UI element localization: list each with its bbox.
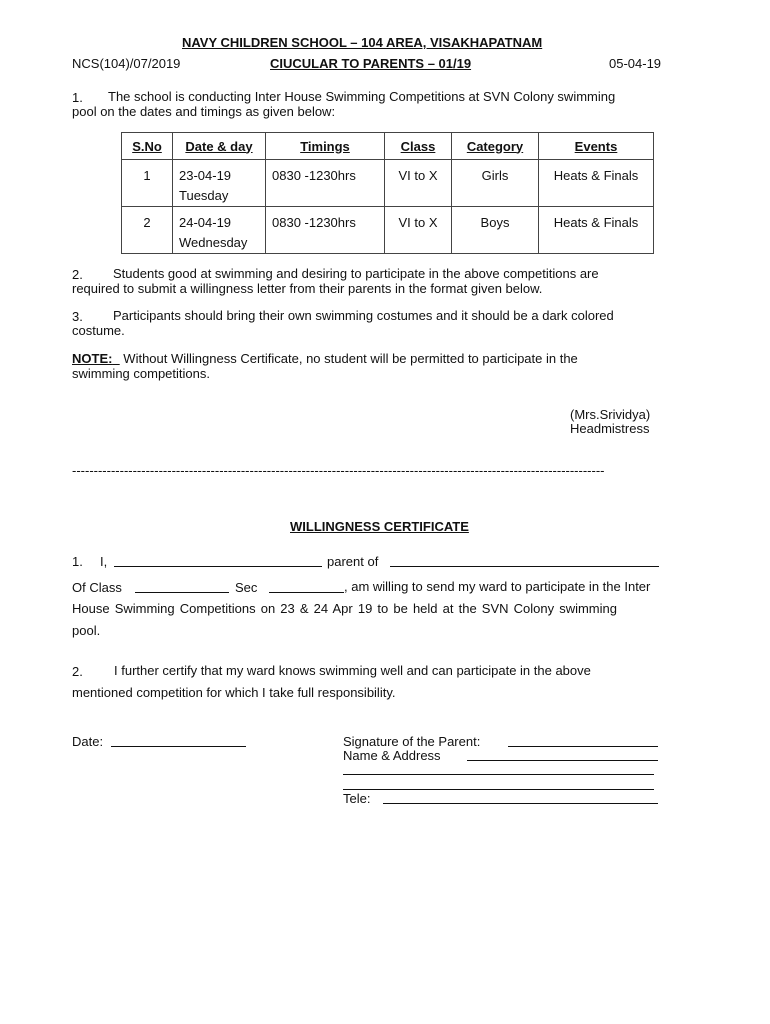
header-sno: S.No bbox=[122, 133, 173, 160]
cert-1-number: 1. bbox=[72, 554, 83, 569]
cell-timings: 0830 -1230hrs bbox=[266, 160, 385, 207]
point-3-number: 3. bbox=[72, 309, 83, 324]
note bbox=[72, 351, 578, 366]
header-class: Class bbox=[385, 133, 452, 160]
school-title: NAVY CHILDREN SCHOOL – 104 AREA, VISAKHAPATNAM bbox=[182, 35, 543, 50]
parent-name-blank[interactable] bbox=[114, 566, 322, 567]
circular-date: 05-04-19 bbox=[609, 56, 662, 71]
cell-events: Heats & Finals bbox=[539, 207, 654, 254]
point-2-line1: Students good at swimming and desiring to participate in the above competitions are bbox=[113, 266, 599, 281]
cert-1-line3: pool. bbox=[72, 623, 101, 638]
date-blank[interactable] bbox=[111, 746, 246, 747]
header-timings: Timings bbox=[266, 133, 385, 160]
point-2-text bbox=[113, 267, 716, 281]
cert-1-sec: Sec bbox=[235, 580, 258, 595]
cert-1-i: I, bbox=[100, 554, 108, 569]
point-1-line2: pool on the dates and timings as given below: bbox=[72, 104, 336, 119]
cell-day: Wednesday bbox=[179, 235, 248, 250]
cert-1-rest bbox=[344, 580, 716, 594]
signature-label: Signature of the Parent: bbox=[343, 734, 481, 749]
point-2-number: 2. bbox=[72, 267, 83, 282]
cert-2-line2: mentioned competition for which I take full responsibility. bbox=[72, 685, 396, 700]
schedule-table bbox=[121, 132, 654, 254]
table-header-row bbox=[122, 133, 654, 160]
reference-number: NCS(104)/07/2019 bbox=[72, 56, 181, 71]
address-blank-2[interactable] bbox=[343, 774, 654, 775]
tele-label: Tele: bbox=[343, 791, 371, 806]
signatory-title: Headmistress bbox=[570, 421, 650, 436]
date-label: Date: bbox=[72, 734, 104, 749]
circular-title: CIUCULAR TO PARENTS – 01/19 bbox=[270, 56, 472, 71]
cell-day: Tuesday bbox=[179, 188, 229, 203]
section-blank[interactable] bbox=[269, 592, 344, 593]
note-underline-gap bbox=[112, 351, 119, 366]
cell-date: 23-04-19 bbox=[179, 168, 232, 183]
table-row bbox=[122, 207, 654, 254]
point-3-line1: Participants should bring their own swimming costumes and it should be a dark colored bbox=[113, 308, 614, 323]
cell-class: VI to X bbox=[385, 160, 452, 207]
point-1-number: 1. bbox=[72, 90, 83, 105]
cell-events: Heats & Finals bbox=[539, 160, 654, 207]
class-blank[interactable] bbox=[135, 592, 229, 593]
cert-1-parent-of: parent of bbox=[327, 554, 379, 569]
cert-2-line1: I further certify that my ward knows swimming well and can participate in the above bbox=[114, 663, 591, 678]
cert-2-number: 2. bbox=[72, 664, 83, 679]
cell-class: VI to X bbox=[385, 207, 452, 254]
header-category: Category bbox=[452, 133, 539, 160]
signature-blank[interactable] bbox=[508, 746, 658, 747]
table-row bbox=[122, 160, 654, 207]
cell-date: 24-04-19 bbox=[179, 215, 232, 230]
header-events: Events bbox=[539, 133, 654, 160]
point-3-text bbox=[113, 309, 716, 323]
cell-date-day bbox=[173, 160, 266, 207]
point-2-line2: required to submit a willingness letter from their parents in the format given below. bbox=[72, 281, 543, 296]
cell-sno: 1 bbox=[122, 160, 173, 207]
cell-timings: 0830 -1230hrs bbox=[266, 207, 385, 254]
tele-blank[interactable] bbox=[383, 803, 658, 804]
note-label: NOTE: bbox=[72, 351, 113, 366]
header-date-day: Date & day bbox=[173, 133, 266, 160]
certificate-title: WILLINGNESS CERTIFICATE bbox=[290, 519, 469, 534]
note-text: Without Willingness Certificate, no student will be permitted to participate in the bbox=[119, 351, 578, 366]
point-1-line1: The school is conducting Inter House Swimming Competitions at SVN Colony swimming bbox=[108, 89, 616, 104]
signatory-name: (Mrs.Srividya) bbox=[570, 407, 651, 422]
name-address-blank[interactable] bbox=[467, 760, 658, 761]
address-blank-3[interactable] bbox=[343, 789, 654, 790]
cell-category: Boys bbox=[452, 207, 539, 254]
point-3-line2: costume. bbox=[72, 323, 125, 338]
cell-date-day bbox=[173, 207, 266, 254]
cert-1-rest-text: , am willing to send my ward to participate in the Inter bbox=[344, 579, 651, 594]
ward-name-blank[interactable] bbox=[390, 566, 659, 567]
cert-2-text bbox=[114, 664, 716, 678]
cut-line: --------------------------------------------------------------------------------------------------------------------------- bbox=[72, 463, 605, 478]
cell-category: Girls bbox=[452, 160, 539, 207]
note-line2: swimming competitions. bbox=[72, 366, 210, 381]
point-1-text bbox=[108, 90, 716, 104]
cert-1-of-class: Of Class bbox=[72, 580, 122, 595]
name-address-label: Name & Address bbox=[343, 748, 441, 763]
cert-1-line2: House Swimming Competitions on 23 & 24 Apr 19 to be held at the SVN Colony swimming bbox=[72, 601, 617, 616]
cell-sno: 2 bbox=[122, 207, 173, 254]
